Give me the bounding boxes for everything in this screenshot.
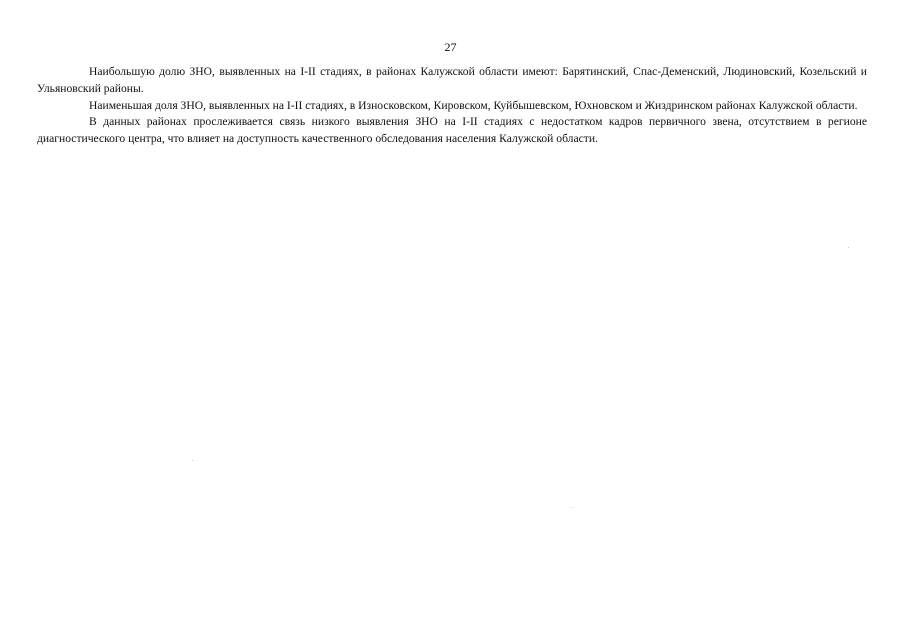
body-text	[37, 64, 867, 148]
paragraph-highest-share: Наибольшую долю ЗНО, выявленных на I-II стадиях, в районах Калужской области имеют: Барятинский, Спас-Деменский, Людиновский, Козельский и Ульяновский районы.	[37, 65, 867, 95]
page-number: 27	[444, 40, 457, 54]
scan-speck	[571, 507, 572, 508]
scan-speck	[192, 460, 193, 461]
scan-speck	[848, 247, 849, 248]
paragraph-conclusion: В данных районах прослеживается связь низкого выявления ЗНО на I-II стадиях с недостатком кадров первичного звена, отсутствием в регионе диагностического центра, что влияет на доступность качественного обследования населения Калужской области.	[37, 115, 867, 146]
paragraph-lowest-share: Наименьшая доля ЗНО, выявленных на I-II стадиях, в Износковском, Кировском, Куйбышевском, Юхновском и Жиздринском районах Калужской области.	[89, 98, 858, 112]
